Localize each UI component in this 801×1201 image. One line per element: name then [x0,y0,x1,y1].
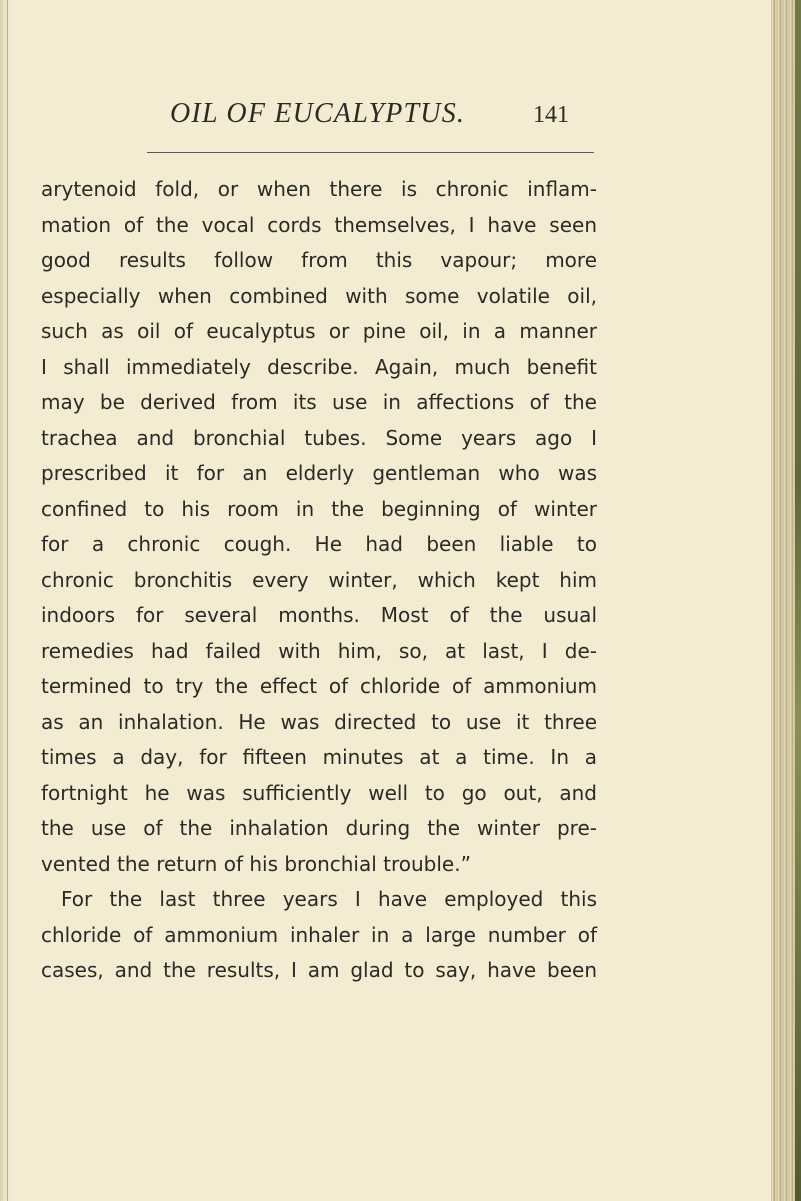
header-rule [147,152,594,153]
text-line: for a chronic cough. He had been liable to [41,532,597,556]
text-line: prescribed it for an elderly gentleman who was [41,461,597,485]
text-line: For the last three years I have employed this [61,887,597,911]
text-line: such as oil of eucalyptus or pine oil, in a manner [41,319,597,343]
text-line: termined to try the effect of chloride of ammonium [41,674,597,698]
text-line: trachea and bronchial tubes. Some years ago I [41,425,597,450]
text-line: remedies had failed with him, so, at last, I de- [41,638,597,663]
running-title: OIL OF EUCALYPTUS. [170,98,466,129]
text-line: I shall immediately describe. Again, much benefit [41,354,597,379]
text-line: the use of the inhalation during the winter pre- [41,816,597,840]
text-line: good results follow from this vapour; more [41,248,597,272]
text-line: as an inhalation. He was directed to use it three [41,709,597,734]
text-line: cases, and the results, I am glad to say, have been [41,958,597,982]
text-line: vented the return of his bronchial trouble.” [41,851,471,876]
page-left-edge [0,0,12,1201]
text-line: indoors for several months. Most of the usual [41,603,597,627]
text-line: especially when combined with some volatile oil, [41,283,597,308]
text-line: arytenoid fold, or when there is chronic inflam- [41,177,597,201]
text-line: fortnight he was sufficiently well to go out, and [41,780,597,805]
text-line: times a day, for fifteen minutes at a time. In a [41,745,597,769]
page-number: 141 [533,102,569,128]
text-line: chronic bronchitis every winter, which kept him [41,567,597,592]
text-line: mation of the vocal cords themselves, I have seen [41,212,597,237]
book-fore-edge [771,0,801,1201]
text-line: chloride of ammonium inhaler in a large number of [41,922,597,947]
text-line: may be derived from its use in affections of the [41,390,597,414]
page-header [0,98,801,138]
text-line: confined to his room in the beginning of winter [41,496,597,521]
body-text [41,172,597,989]
